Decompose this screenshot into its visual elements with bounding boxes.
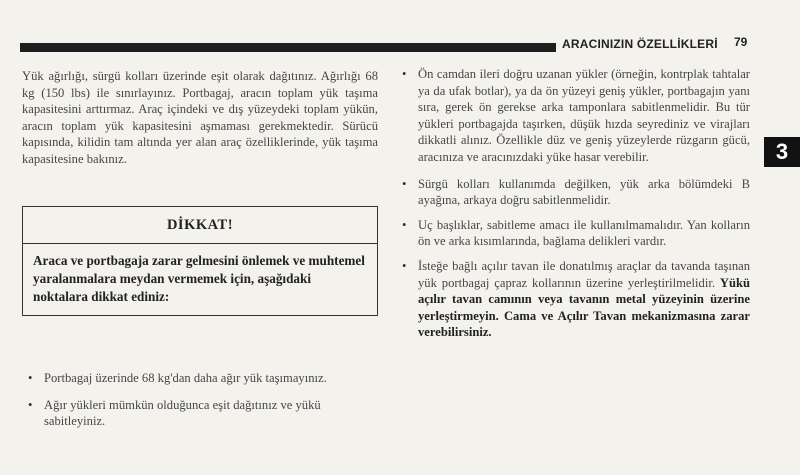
right-bullet-list bbox=[396, 66, 750, 349]
warning-title: DİKKAT! bbox=[23, 207, 377, 244]
left-bullet-list bbox=[22, 370, 382, 440]
warning-text: Araca ve portbagaja zarar gelmesini önlemek ve muhtemel yaralanmalara meydan vermemek için, aşağıdaki noktalara dikkat ediniz: bbox=[33, 253, 365, 304]
page-number: 79 bbox=[734, 35, 748, 49]
list-item: • Ön camdan ileri doğru uzanan yükler (örneğin, kontrplak tahtalar ya da ufak botlar), ya da ön yüzeyi geniş yükler, portbagajın yanı sıra, gerek ön gerekse arka tamponlara sabitlenmelidir. Bu tür yükleri portbagajda taşırken, düşük hızda seyrediniz ve virajları dikkatli alınız. Özellikle düz ve geniş yüzeylerde rüzgarın gücü, aracınıza ve aracınızdaki yüke hasar verebilir. bbox=[396, 66, 750, 166]
section-title: ARACINIZIN ÖZELLİKLERİ bbox=[562, 37, 718, 51]
list-item: • Sürgü kolları kullanımda değilken, yük arka bölümdeki B ayağına, arkaya doğru sabitlenmelidir. bbox=[396, 176, 750, 209]
warning-box bbox=[22, 206, 378, 316]
list-item: • Portbagaj üzerinde 68 kg'dan daha ağır yük taşımayınız. bbox=[22, 370, 382, 387]
sunroof-warning: Yükü açılır tavan camının veya tavanın metal yüzeyinin üzerine yerleştirmeyin. Cama ve Açılır Tavan mekanizmasına zarar verebilirsiniz. bbox=[418, 275, 750, 340]
header-rule bbox=[20, 43, 556, 52]
chapter-tab: 3 bbox=[764, 137, 800, 167]
list-item: • Uç başlıklar, sabitleme amacı ile kullanılmamalıdır. Yan kolların ön ve arka kısımlarında, bağlama delikleri vardır. bbox=[396, 217, 750, 250]
sunroof-note: İsteğe bağlı açılır tavan ile donatılmış araçlar da tavanda taşınan yük portbagaj çapraz kollarının üzerine yerleştirilmelidir. bbox=[418, 258, 750, 290]
intro-paragraph: Yük ağırlığı, sürgü kolları üzerinde eşit olarak dağıtınız. Ağırlığı 68 kg (150 lbs) ile sınırlayınız. Portbagaj, aracın toplam yük taşıma kapasitesini arttırmaz. Araç içindeki ve dış yüzeydeki toplam yükün, aracın toplam yük kapasitesini aşmaması gerekmektedir. Sürücü kapısında, kilidin tam altında yer alan araç özelliklerinde, yük taşıma kapasitesine bakınız. bbox=[22, 69, 378, 166]
left-column bbox=[22, 68, 378, 168]
list-item: • Ağır yükleri mümkün olduğunca eşit dağıtınız ve yükü sabitleyiniz. bbox=[22, 397, 382, 430]
list-item bbox=[396, 258, 750, 341]
